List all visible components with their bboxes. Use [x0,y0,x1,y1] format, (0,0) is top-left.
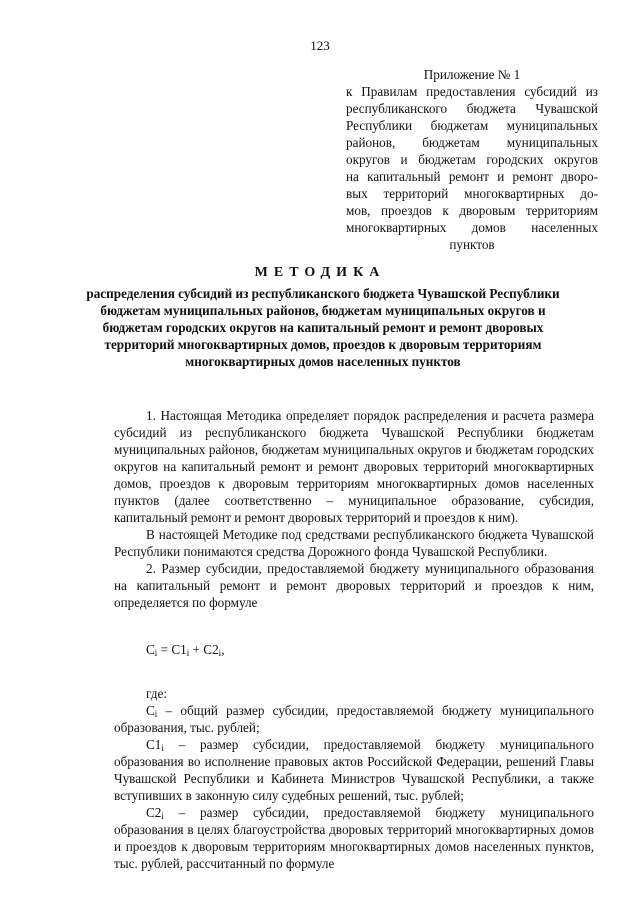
appendix-line: вых территорий многоквартирных до- [346,186,598,201]
page-number: 123 [310,38,330,53]
appendix-line: Республики бюджетам муниципальных [346,118,598,133]
appendix-line: на капитальный ремонт и ремонт дворо- [346,169,598,184]
document-subheading: распределения субсидий из республиканского бюджета Чувашской Республики бюджетам муниципальных районов, бюджетам муниципальных округов и бюджетам городских округов на капитальный ремонт и ремонт дворовых территорий многоквартирных домов, проездов к дворовым территориям многоквартирных домов населенных пунктов [86,286,560,369]
formula-end: , [221,642,225,657]
formula-t2-sub: i [218,648,222,658]
definition-text: – общий размер субсидии, предоставляемой бюджету муниципального образования, тыс. рублей; [114,703,594,735]
appendix-line: мов, проездов к дворовым территориям [346,203,598,218]
paragraph-1: 1. Настоящая Методика определяет порядок распределения и расчета размера субсидий из республиканского бюджета Чувашской Республики бюджетам муниципальных районов, бюджетам муниципальных округов и бюджетам городских округов на капитальный ремонт и ремонт дворовых территорий многоквартирных домов, проездов к дворовым территориям многоквартирных домов населенных пунктов (далее соответственно – муниципальное образование, субсидия, капитальный ремонт и ремонт дворовых территорий и проездов к ним). [114,408,594,525]
definition-text: – размер субсидии, предоставляемой бюджету муниципального образования в целях благоустройства дворовых территорий многоквартирных домов и проездов к дворовым территориям многоквартирных домов населенных пунктов, тыс. рублей, рассчитанный по формуле [114,805,594,871]
definition-symbol-sub: i [154,709,158,719]
where-label: где: [146,686,167,701]
appendix-title: Приложение № 1 [423,67,521,82]
definition-ci [114,702,594,736]
definition-symbol: C1 [146,737,162,752]
formula-plus: + C2 [189,642,219,657]
definition-symbol-sub: i [161,743,164,753]
paragraph-3: 2. Размер субсидии, предоставляемой бюджету муниципального образования на капитальный ремонт и ремонт дворовых территорий и проездов к ним, определяется по формуле [114,561,594,610]
formula-lhs-sub: i [154,648,158,658]
definition-symbol-sub: i [161,811,164,821]
appendix-line: округов и бюджетам городских округов [346,152,598,167]
definition-c2i [114,804,594,872]
formula-t1-sub: i [186,648,190,658]
formula-lhs: C [146,642,155,657]
appendix-line: республиканского бюджета Чувашской [346,101,598,116]
formula-eq: = C1 [157,642,187,657]
definition-symbol: C2 [146,805,162,820]
document-body [114,407,594,872]
appendix-line: многоквартирных домов населенных [346,220,598,235]
definition-text: – размер субсидии, предоставляемой бюджету муниципального образования во исполнение правовых актов Российской Федерации, решений Главы Чувашской Республики и Кабинета Министров Чувашской Республики, а также вступивших в законную силу судебных решений, тыс. рублей; [114,737,594,803]
definition-symbol: C [146,703,155,718]
appendix-line: к Правилам предоставления субсидий из [346,84,598,99]
paragraph-2: В настоящей Методике под средствами республиканского бюджета Чувашской Республики понимаются средства Дорожного фонда Чувашской Республики. [114,527,594,559]
appendix-block [346,66,598,253]
appendix-line: районов, бюджетам муниципальных [346,135,598,150]
formula-main [114,641,594,658]
definition-c1i [114,736,594,804]
appendix-last-line: пунктов [449,237,495,252]
document-heading: МЕТОДИКА [254,265,386,280]
